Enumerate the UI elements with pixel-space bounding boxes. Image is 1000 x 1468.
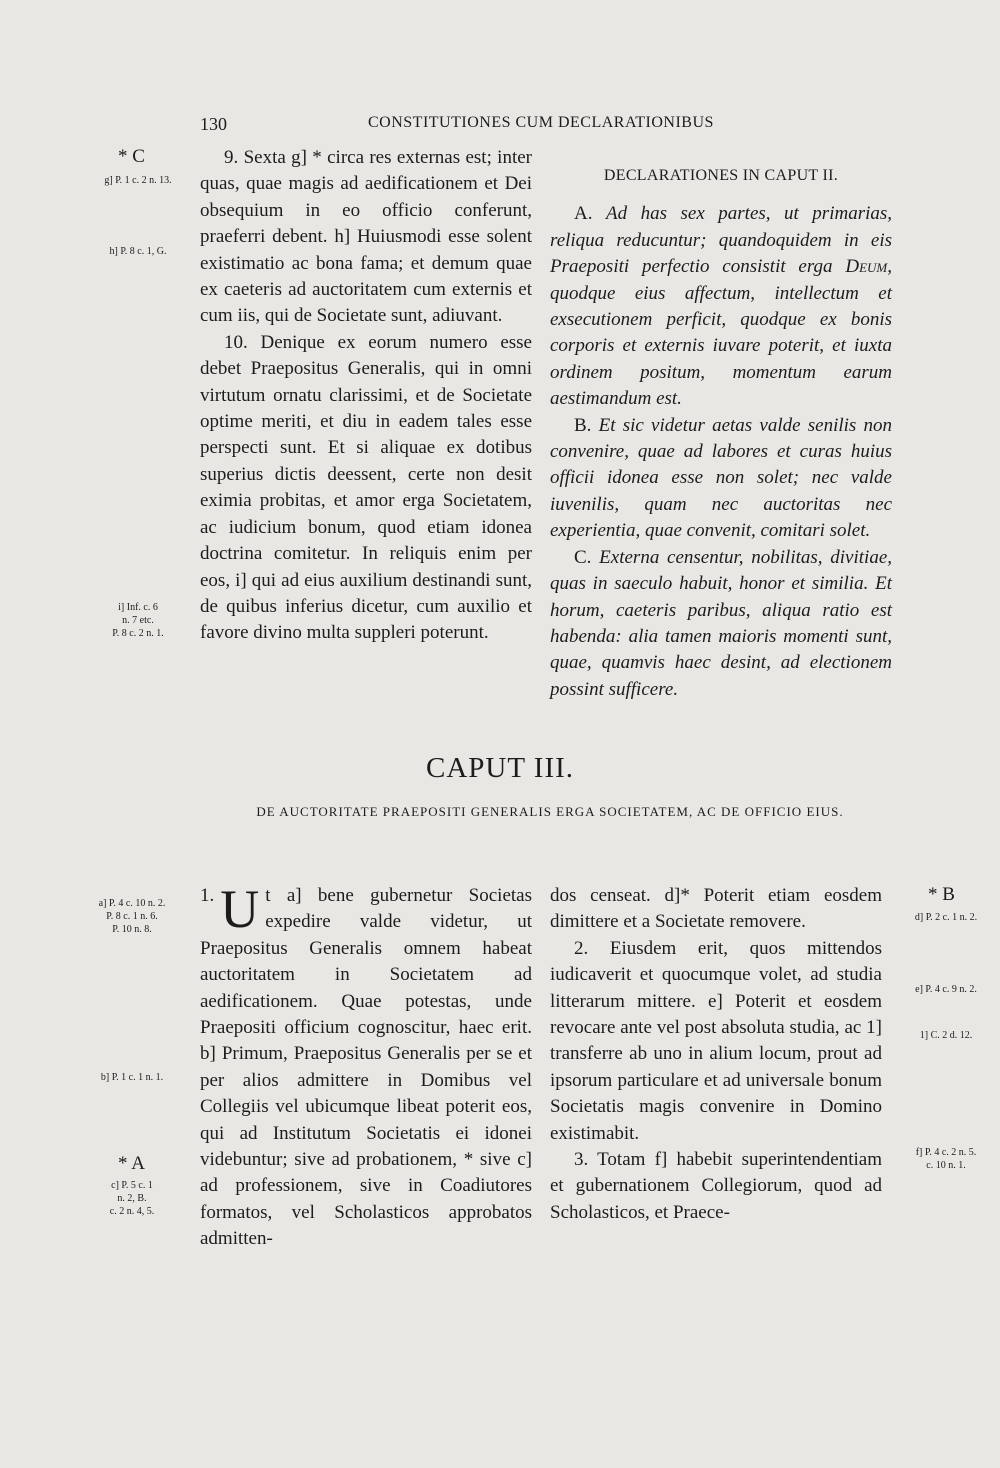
margin-ref-b: b] P. 1 c. 1 n. 1. (100, 1072, 164, 1083)
margin-ref-c-2: n. 2, B. (117, 1193, 147, 1204)
margin-ref-f-1: f] P. 4 c. 2 n. 5. (915, 1147, 977, 1158)
declaration-a: A. Ad has sex partes, ut primarias, reliqua reducuntur; quandoquidem in eis Praepositi perfectio consistit erga Deum, quodque eius affectum, intellectum et exsecutionem perficit, quodque ex bonis corporis et externis iuvare poterit, et iuxta ordinem positum, momentum earum aestimandum est. (550, 203, 893, 410)
running-title: CONSTITUTIONES CUM DECLARATIONIBUS (368, 114, 714, 131)
margin-ref-1: 1] C. 2 d. 12. (919, 1030, 973, 1041)
margin-star-c: * C (118, 146, 145, 167)
margin-ref-a-3: P. 10 n. 8. (112, 924, 152, 935)
declarations-title: DECLARATIONES IN CAPUT II. (603, 167, 839, 184)
paragraph-10: 10. Denique ex eorum numero esse debet Praepositus Generalis, qui in omni virtutum ornatu clarissimi, et de Societate optime meriti, et diu in eadem tales esse perspecti sunt. Et si aliquae ex dotibus superius dictis deessent, certe non desit eximia probitas, et amor erga Societatem, ac iudicium bonum, quod etiam idonea doctrina comitetur. In reliquis enim per eos, i] qui ad eius auxilium destinandi sunt, de quibus inferius dicetur, cum auxilio et favore divino multa suppleri poterunt. (200, 331, 532, 644)
margin-ref-c-1: c] P. 5 c. 1 (111, 1180, 153, 1191)
margin-ref-i-1: i] Inf. c. 6 (118, 602, 158, 613)
margin-star-b: * B (928, 884, 955, 905)
margin-ref-a-2: P. 8 c. 1 n. 6. (106, 911, 158, 922)
margin-ref-a-1: a] P. 4 c. 10 n. 2. (98, 898, 166, 909)
caput3-paragraph-1-cont: dos censeat. d]* Poterit etiam eosdem dimittere et a Societate removere. (550, 885, 882, 933)
margin-star-a: * A (118, 1153, 145, 1174)
chapter-subtitle: DE AUCTORITATE PRAEPOSITI GENERALIS ERGA SOCIETATEM, AC DE OFFICIO EIUS. (256, 804, 844, 819)
margin-ref-c-3: c. 2 n. 4, 5. (109, 1206, 155, 1217)
left-column-top (200, 145, 532, 647)
margin-ref-i-3: P. 8 c. 2 n. 1. (112, 628, 164, 639)
declaration-c-label: C. (574, 546, 592, 568)
chapter-title: CAPUT III. (425, 752, 575, 784)
paragraph-number: 1. (200, 885, 215, 906)
caput3-paragraph-2: 2. Eiusdem erit, quos mittendos iudicaverit et quocumque volet, ad studia litterarum mittere. e] Poterit et eosdem revocare ante vel post absoluta studia, ac 1] transferre ab uno in alium locum, prout ad ipsorum particulare et ad universale bonum Societatis magis convenire in Domino existimabit. (550, 937, 882, 1144)
page-number: 130 (200, 114, 227, 134)
declaration-b-label: B. (574, 414, 592, 436)
margin-ref-d: d] P. 2 c. 1 n. 2. (914, 912, 978, 923)
caput3-paragraph-1: 1. U t a] bene gubernetur Societas expedire valde videtur, ut Praepositus Generalis omnem habeat auctoritatem in Societatem ad aedificationem. Quae potestas, unde Praepositi officium cognoscitur, haec erit. b] Primum, Praepositus Generalis per se et per alios admittere in Domibus vel Collegiis vel ubicumque libeat poterit eos, qui ad Institutum Societatis ei idonei videbuntur; sive ad probationem, * sive c] ad professionem, sive in Coadiutores formatos, vel Scholasticos approbatos admitten- (200, 879, 532, 1250)
deum-word: Deum (845, 256, 888, 278)
margin-ref-h: h] P. 8 c. 1, G. (109, 246, 167, 257)
drop-cap: U (220, 879, 260, 939)
right-column-bottom (550, 883, 882, 1226)
paragraph-9: 9. Sexta g] * circa res externas est; inter quas, quae magis ad aedificationem et Dei obsequium in eo officio conferunt, praeferri debent. h] Huiusmodi esse solent existimatio ac bona fama; et demum quae ex caeteris ad auctoritatem cum externis et cum iis, qui de Societate sunt, adiuvant. (200, 147, 532, 327)
caput3-paragraph-3: 3. Totam f] habebit superintendentiam et gubernationem Collegiorum, quod ad Scholasticos, et Praece- (550, 1149, 882, 1223)
right-column-top (550, 163, 892, 703)
margin-ref-i-2: n. 7 etc. (122, 615, 154, 626)
left-column-bottom (200, 879, 532, 1253)
declaration-a-label: A. (574, 203, 593, 225)
declaration-b: B. Et sic videtur aetas valde senilis non convenire, quae ad labores et curas huius officii idonea esse non solet; nec valde iuvenilis, quam nec auctoritas nec experientia, quae convenit, comitari solet. (550, 414, 893, 542)
margin-ref-g: g] P. 1 c. 2 n. 13. (104, 175, 172, 186)
margin-ref-f-2: c. 10 n. 1. (926, 1160, 966, 1171)
declaration-c: C. Externa censentur, nobilitas, divitiae, quas in saeculo habuit, honor et similia. Et horum, caeteris paribus, aliqua ratio est habenda: alia tamen maioris momenti sunt, quae, quamvis haec desint, ad electionem possint sufficere. (550, 546, 892, 700)
margin-ref-e: e] P. 4 c. 9 n. 2. (915, 984, 977, 995)
